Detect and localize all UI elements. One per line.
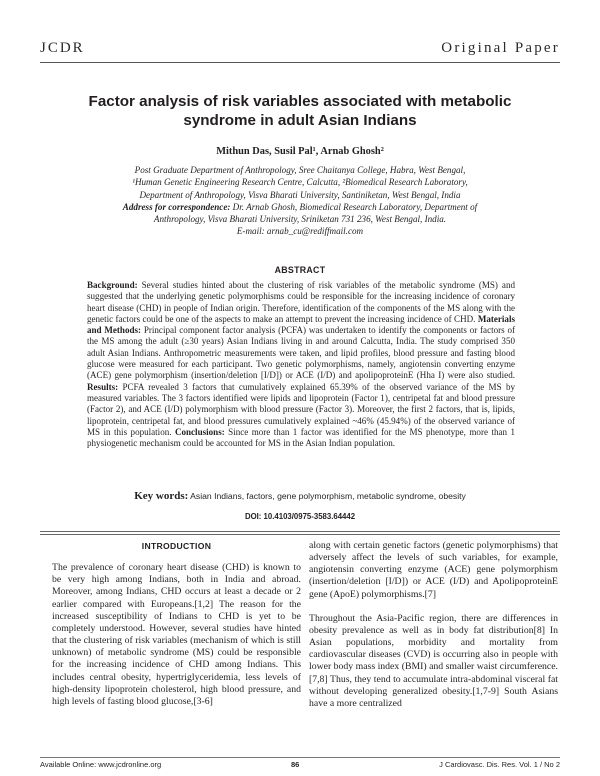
correspondence-line-1 (90, 201, 510, 213)
methods-label: Materials and Methods: (87, 313, 515, 336)
keywords-line (60, 490, 540, 502)
abstract-heading: ABSTRACT (274, 265, 326, 275)
section-divider-top (40, 531, 560, 532)
header-divider (40, 62, 560, 63)
footer-citation: J Cardiovasc. Dis. Res. Vol. 1 / No 2 (439, 760, 560, 769)
introduction-heading: INTRODUCTION (141, 541, 212, 551)
correspondence-line-2: Anthropology, Visva Bharati University, Sriniketan 731 236, West Bengal, India. (153, 214, 447, 225)
intro-paragraph-3: Throughout the Asia-Pacific region, there are differences in obesity prevalence as well as in body fat distribution[8] In Asian populations, morbidity and mortality from cardiovascular diseases (CVD) is occurring also in people with lower body mass index (BMI) and smaller waist circumference.[7,8] Thus, they tend to accumulate intra-abdominal visceral fat without developing generalized obesity.[1,7-9] South Asians have a more centralized (309, 612, 558, 709)
body-column-right (309, 540, 558, 710)
page-number: 86 (291, 760, 300, 769)
footer-website[interactable]: Available Online: www.jcdronline.org (40, 760, 162, 769)
doi-line[interactable]: DOI: 10.4103/0975-3583.64442 (244, 512, 356, 521)
conclusions-label: Conclusions: (174, 426, 225, 437)
background-label: Background: (87, 280, 138, 290)
journal-abbreviation: JCDR (40, 40, 85, 56)
background-text: Several studies hinted about the clustering of risk variables of the metabolic syndrome (MS) and suggested that the underlying genetic polymorphisms could be responsible for the increasing incidence of coronary heart disease (CHD) in people of Indian origin. Therefore, identification of the components of the MS along with the genetic factors could be one of the aspects to make an attempt to prevent the increasing incidence of CHD. (87, 280, 515, 324)
conclusions-text: Since more than 1 factor was identified for the MS phenotype, more than 1 physiogenetic mechanism could be accounted for MS in the Asian Indian population. (87, 426, 515, 449)
article-title: Factor analysis of risk variables associated with metabolic syndrome in adult Asian Indians (88, 93, 512, 129)
affiliations-block (90, 164, 510, 238)
correspondence-email[interactable]: E-mail: arnab_cu@rediffmail.com (236, 226, 364, 237)
body-column-left (52, 540, 301, 708)
author-list: Mithun Das, Susil Pal¹, Arnab Ghosh² (216, 146, 384, 157)
abstract-body (87, 280, 515, 449)
intro-paragraph-2: along with certain genetic factors (genetic polymorphisms) that adversely affect the levels of such variables, for example, angiotensin converting enzyme (ACE) gene polymorphism (insertion/deletion [I/D]) or ACE (I/D) and ApolipoproteinE gene (ApoE) polymorphisms.[7] (309, 540, 558, 600)
keywords-label: Key words: (134, 490, 189, 502)
footer-divider (40, 757, 560, 758)
intro-paragraph-1: The prevalence of coronary heart disease (CHD) is known to be very high among Indians, both in India and abroad. Moreover, among Indians, CHD occurs at least a decade or 2 earlier compared with Europeans.[1,2] The reason for the increased susceptibility of Indians to CHD is yet to be completely understood. However, several studies have hinted that the clustering of risk variables (mechanism of which is still unknown) of metabolic syndrome (MS) could be responsible for the increasing incidence of CHD among Indians. This includes central obesity, hypertriglyceridemia, less levels of high-density lipoprotein cholesterol, high blood pressure, and high levels of fasting blood glucose,[3-6] (52, 562, 301, 707)
section-divider-bottom (40, 534, 560, 535)
correspondence-text: Dr. Arnab Ghosh, Biomedical Research Laboratory, Department of (230, 201, 478, 212)
affiliation-line-3: Department of Anthropology, Visva Bharati University, Santiniketan, West Bengal, India (139, 189, 461, 200)
results-text: PCFA revealed 3 factors that cumulatively explained 65.39% of the observed variance of the MS by measured variables. The 3 factors identified were lipids and lipoprotein (Factor 1), centripetal fat and blood pressure (Factor 2), and ACE (I/D) polymorphism with blood pressure (Factor 3). Moreover, the first 2 factors, that is, lipids, lipoprotein, centripetal fat, and blood pressures cumulatively explained ~46% (45.94%) of the observed variance of MS in this population. (87, 381, 515, 437)
results-label: Results: (87, 381, 119, 392)
section-label: Original Paper (441, 40, 560, 56)
affiliation-line-2: ¹Human Genetic Engineering Research Centre, Calcutta, ²Biomedical Research Laboratory, (132, 177, 468, 188)
affiliation-line-1: Post Graduate Department of Anthropology, Sree Chaitanya College, Habra, West Bengal, (134, 165, 466, 175)
keywords-text: Asian Indians, factors, gene polymorphism, metabolic syndrome, obesity (188, 491, 466, 501)
correspondence-label: Address for correspondence: (122, 201, 231, 212)
methods-text: Principal component factor analysis (PCFA) was undertaken to identify the components or factors of the MS among the adult (≥30 years) Asian Indians living in and around Calcutta, India. The study comprised 350 adult Asian Indians. Anthropometric measurements were taken, and lipid profiles, blood pressure and fasting blood glucose were measured for each participant. Two genetic polymorphisms, namely, angiotensin converting enzyme (ACE) gene polymorphism (insertion/deletion [I/D]) or ACE (I/D) and apolipoproteinE (Hha I) were also studied. (87, 325, 515, 381)
